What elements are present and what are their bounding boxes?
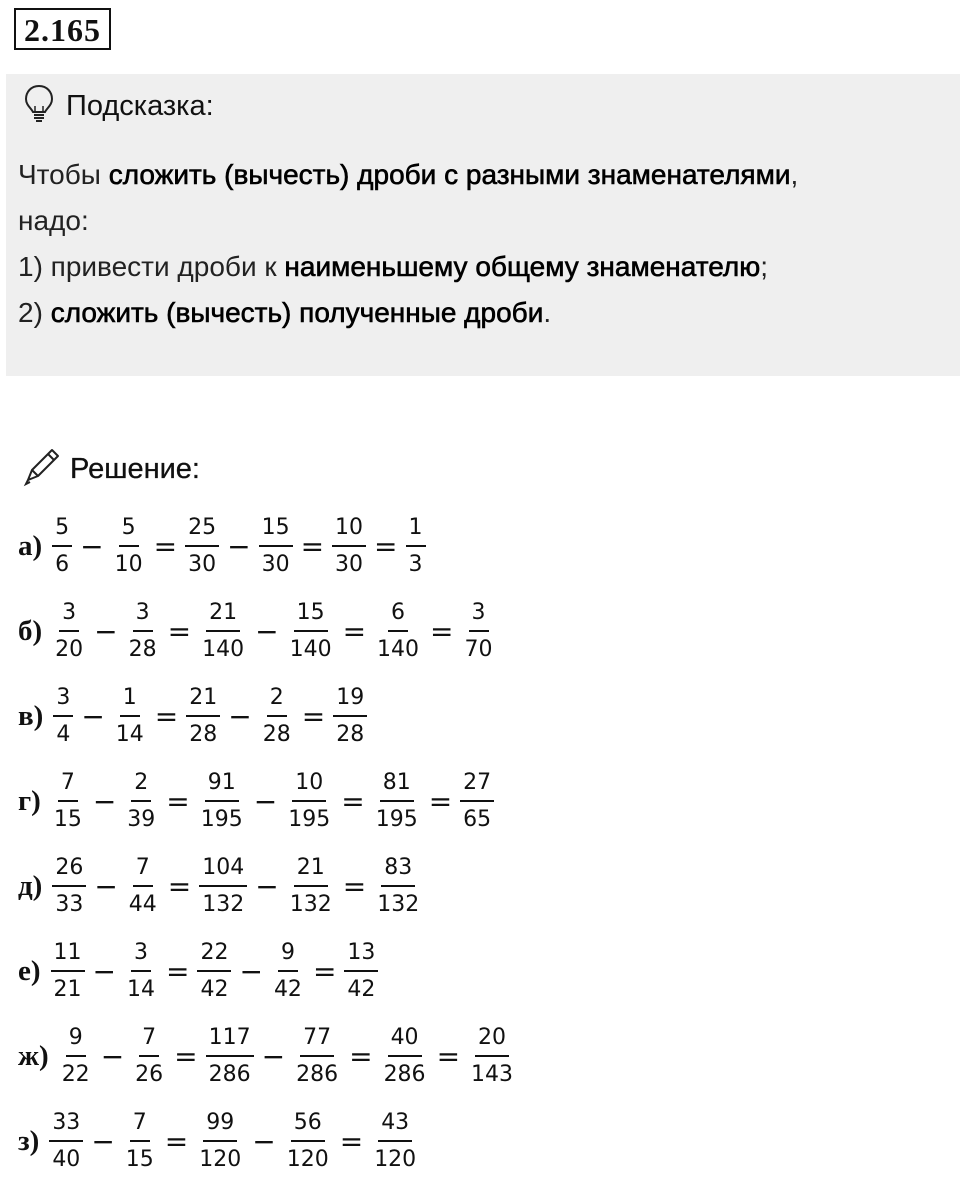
fraction <box>381 1024 429 1089</box>
fraction <box>124 769 158 834</box>
fraction-numerator: 11 <box>51 939 85 972</box>
fraction-denominator: 3 <box>408 551 423 577</box>
fraction <box>198 769 246 834</box>
fraction-denominator: 21 <box>53 976 82 1002</box>
fraction <box>462 599 496 664</box>
fraction-numerator: 22 <box>197 939 231 972</box>
fraction-numerator: 117 <box>206 1024 254 1057</box>
fraction-numerator: 9 <box>278 939 298 972</box>
fraction <box>374 599 422 664</box>
equation-row <box>18 929 380 1013</box>
fraction-denominator: 22 <box>61 1061 90 1087</box>
fraction-denominator: 10 <box>114 551 143 577</box>
fraction-denominator: 39 <box>127 806 156 832</box>
minus-sign: − <box>255 869 279 903</box>
hint-text-span: Чтобы <box>18 159 109 190</box>
equation-label: з) <box>18 1124 40 1157</box>
minus-sign: − <box>239 954 263 988</box>
fraction-numerator: 15 <box>259 514 293 547</box>
fraction-numerator: 19 <box>333 684 367 717</box>
fraction-numerator: 7 <box>139 1024 159 1057</box>
fraction <box>332 514 366 579</box>
pencil-icon <box>20 446 62 493</box>
hint-text-span: . <box>543 297 552 328</box>
equation-row <box>18 844 424 928</box>
fraction-denominator: 28 <box>336 721 365 747</box>
fraction-numerator: 99 <box>203 1109 237 1142</box>
solution-title: Решение: <box>70 453 200 485</box>
fraction-numerator: 1 <box>120 684 140 717</box>
minus-sign: − <box>92 954 116 988</box>
hint-line-1 <box>18 152 948 198</box>
fraction-denominator: 195 <box>200 806 243 832</box>
fraction-numerator: 25 <box>185 514 219 547</box>
fraction-numerator: 5 <box>119 514 139 547</box>
fraction-denominator: 132 <box>289 891 332 917</box>
fraction-numerator: 81 <box>380 769 414 802</box>
minus-sign: − <box>255 614 279 648</box>
minus-sign: − <box>228 699 252 733</box>
hint-text-span: ; <box>760 251 768 282</box>
fraction-denominator: 132 <box>377 891 420 917</box>
fraction-numerator: 21 <box>206 599 240 632</box>
fraction-numerator: 2 <box>267 684 287 717</box>
equals-sign: = <box>374 529 398 563</box>
fraction-numerator: 9 <box>66 1024 86 1057</box>
fraction-denominator: 28 <box>128 636 157 662</box>
fraction <box>374 854 422 919</box>
equals-sign: = <box>349 1039 373 1073</box>
fraction <box>293 1024 341 1089</box>
fraction <box>124 939 158 1004</box>
fraction <box>406 514 426 579</box>
equation-row <box>18 589 498 673</box>
equation-row <box>18 1099 421 1183</box>
hint-emphasis: сложить (вычесть) полученные дроби <box>50 297 544 328</box>
fraction-denominator: 26 <box>135 1061 164 1087</box>
hint-line-2 <box>18 198 948 244</box>
fraction <box>468 1024 516 1089</box>
fraction <box>52 514 72 579</box>
equation-label: д) <box>18 869 43 902</box>
fraction <box>284 1109 332 1174</box>
minus-sign: − <box>94 869 118 903</box>
minus-sign: − <box>91 1124 115 1158</box>
fraction <box>49 1109 83 1174</box>
hint-text-span: , <box>790 159 799 190</box>
equation-label: в) <box>18 699 44 732</box>
hint-line-3 <box>18 244 948 290</box>
equals-sign: = <box>339 1124 364 1158</box>
fraction <box>197 939 231 1004</box>
equation-row <box>18 674 369 758</box>
fraction-numerator: 15 <box>294 599 328 632</box>
fraction-numerator: 7 <box>133 854 153 887</box>
equation-row <box>18 1014 518 1098</box>
minus-sign: − <box>81 699 105 733</box>
fraction-numerator: 3 <box>133 599 153 632</box>
equals-sign: = <box>174 1039 198 1073</box>
minus-sign: − <box>100 1039 125 1073</box>
fraction <box>373 769 421 834</box>
fraction-numerator: 13 <box>344 939 378 972</box>
equals-sign: = <box>164 1124 189 1158</box>
fraction-denominator: 30 <box>261 551 290 577</box>
minus-sign: − <box>80 529 104 563</box>
fraction-numerator: 40 <box>388 1024 422 1057</box>
fraction-numerator: 3 <box>469 599 489 632</box>
minus-sign: − <box>94 614 118 648</box>
hint-header <box>24 84 214 129</box>
fraction <box>259 514 293 579</box>
fraction-denominator: 143 <box>471 1061 514 1087</box>
fraction-numerator: 33 <box>49 1109 83 1142</box>
hint-text-span: 1) привести дроби к <box>18 251 285 282</box>
fraction <box>113 684 147 749</box>
fraction <box>344 939 378 1004</box>
fraction-denominator: 140 <box>289 636 332 662</box>
fraction-numerator: 77 <box>300 1024 334 1057</box>
minus-sign: − <box>261 1039 286 1073</box>
minus-sign: − <box>92 784 117 818</box>
equals-sign: = <box>312 954 337 988</box>
fraction-denominator: 140 <box>202 636 245 662</box>
fraction-denominator: 132 <box>202 891 245 917</box>
equals-sign: = <box>300 529 325 563</box>
fraction-denominator: 286 <box>296 1061 339 1087</box>
fraction <box>52 854 86 919</box>
fraction <box>185 514 219 579</box>
fraction-denominator: 28 <box>262 721 291 747</box>
equals-sign: = <box>166 954 190 988</box>
fraction <box>132 1024 166 1089</box>
lightbulb-icon <box>24 84 54 129</box>
fraction <box>51 769 85 834</box>
fraction <box>126 599 160 664</box>
equation-label: а) <box>18 529 43 562</box>
equals-sign: = <box>342 869 367 903</box>
equals-sign: = <box>436 1039 461 1073</box>
fraction <box>123 1109 157 1174</box>
fraction-numerator: 43 <box>378 1109 412 1142</box>
fraction-denominator: 44 <box>128 891 157 917</box>
fraction-denominator: 15 <box>125 1146 154 1172</box>
fraction-denominator: 30 <box>335 551 364 577</box>
fraction-denominator: 195 <box>288 806 331 832</box>
fraction <box>287 854 335 919</box>
fraction-denominator: 6 <box>55 551 70 577</box>
equals-sign: = <box>153 529 178 563</box>
fraction-denominator: 14 <box>127 976 155 1002</box>
fraction-denominator: 20 <box>55 636 84 662</box>
hint-box <box>6 74 960 376</box>
fraction <box>285 769 333 834</box>
fraction-numerator: 104 <box>199 854 247 887</box>
fraction-denominator: 42 <box>273 976 302 1002</box>
fraction-denominator: 14 <box>115 721 144 747</box>
fraction-denominator: 286 <box>208 1061 251 1087</box>
fraction <box>186 684 220 749</box>
equals-sign: = <box>167 614 192 648</box>
equals-sign: = <box>428 784 453 818</box>
hint-title: Подсказка: <box>66 90 214 122</box>
equation-label: г) <box>18 784 41 817</box>
fraction <box>371 1109 419 1174</box>
equals-sign: = <box>166 784 190 818</box>
fraction <box>52 599 86 664</box>
fraction-numerator: 2 <box>131 769 151 802</box>
hint-emphasis: наименьшему общему знаменателю <box>284 251 761 282</box>
solution-header <box>20 446 200 493</box>
fraction-numerator: 21 <box>294 854 328 887</box>
fraction-numerator: 27 <box>460 769 494 802</box>
fraction-numerator: 83 <box>381 854 415 887</box>
fraction <box>53 684 73 749</box>
fraction <box>196 1109 244 1174</box>
fraction-denominator: 65 <box>463 806 492 832</box>
fraction-denominator: 286 <box>383 1061 426 1087</box>
fraction <box>206 1024 254 1089</box>
fraction-numerator: 21 <box>186 684 220 717</box>
fraction <box>126 854 160 919</box>
fraction-denominator: 140 <box>377 636 420 662</box>
equation-label: б) <box>18 614 43 647</box>
hint-emphasis: сложить (вычесть) дроби с разными знаменателями <box>108 159 791 190</box>
minus-sign: − <box>252 1124 276 1158</box>
minus-sign: − <box>227 529 251 563</box>
fraction <box>333 684 367 749</box>
fraction-denominator: 42 <box>347 976 376 1002</box>
equals-sign: = <box>167 869 192 903</box>
task-number: 2.165 <box>14 8 111 50</box>
hint-text-span: 2) <box>18 297 51 328</box>
fraction-numerator: 20 <box>475 1024 509 1057</box>
minus-sign: − <box>253 784 278 818</box>
equation-label: е) <box>18 954 41 987</box>
equation-row <box>18 759 496 843</box>
fraction-numerator: 3 <box>53 684 73 717</box>
fraction-numerator: 56 <box>291 1109 325 1142</box>
fraction <box>260 684 294 749</box>
fraction-numerator: 3 <box>131 939 151 972</box>
fraction-numerator: 5 <box>52 514 72 547</box>
fraction <box>271 939 305 1004</box>
equation-row <box>18 504 428 588</box>
fraction-denominator: 120 <box>374 1146 417 1172</box>
hint-line-4 <box>18 290 948 336</box>
hint-text-span: надо: <box>18 205 89 236</box>
equals-sign: = <box>430 614 454 648</box>
fraction-numerator: 26 <box>52 854 86 887</box>
fraction-denominator: 30 <box>188 551 217 577</box>
equation-label: ж) <box>18 1039 49 1072</box>
fraction-numerator: 91 <box>205 769 239 802</box>
equals-sign: = <box>341 784 365 818</box>
fraction-denominator: 120 <box>286 1146 329 1172</box>
fraction-denominator: 70 <box>464 636 493 662</box>
fraction <box>112 514 146 579</box>
fraction-numerator: 10 <box>332 514 366 547</box>
equals-sign: = <box>301 699 326 733</box>
fraction-denominator: 195 <box>375 806 418 832</box>
fraction-numerator: 7 <box>130 1109 150 1142</box>
fraction-numerator: 3 <box>59 599 79 632</box>
fraction-numerator: 1 <box>406 514 426 547</box>
fraction-denominator: 4 <box>56 721 71 747</box>
fraction <box>51 939 85 1004</box>
fraction <box>199 854 247 919</box>
fraction-numerator: 10 <box>292 769 326 802</box>
hint-text <box>18 152 948 336</box>
fraction-denominator: 15 <box>53 806 82 832</box>
fraction-denominator: 40 <box>52 1146 81 1172</box>
fraction-numerator: 7 <box>58 769 78 802</box>
equals-sign: = <box>154 699 179 733</box>
fraction <box>199 599 247 664</box>
fraction-denominator: 120 <box>199 1146 242 1172</box>
fraction-denominator: 33 <box>55 891 84 917</box>
fraction <box>460 769 494 834</box>
fraction <box>59 1024 93 1089</box>
equals-sign: = <box>342 614 367 648</box>
fraction <box>287 599 335 664</box>
fraction-numerator: 6 <box>388 599 408 632</box>
fraction-denominator: 42 <box>200 976 229 1002</box>
fraction-denominator: 28 <box>189 721 218 747</box>
